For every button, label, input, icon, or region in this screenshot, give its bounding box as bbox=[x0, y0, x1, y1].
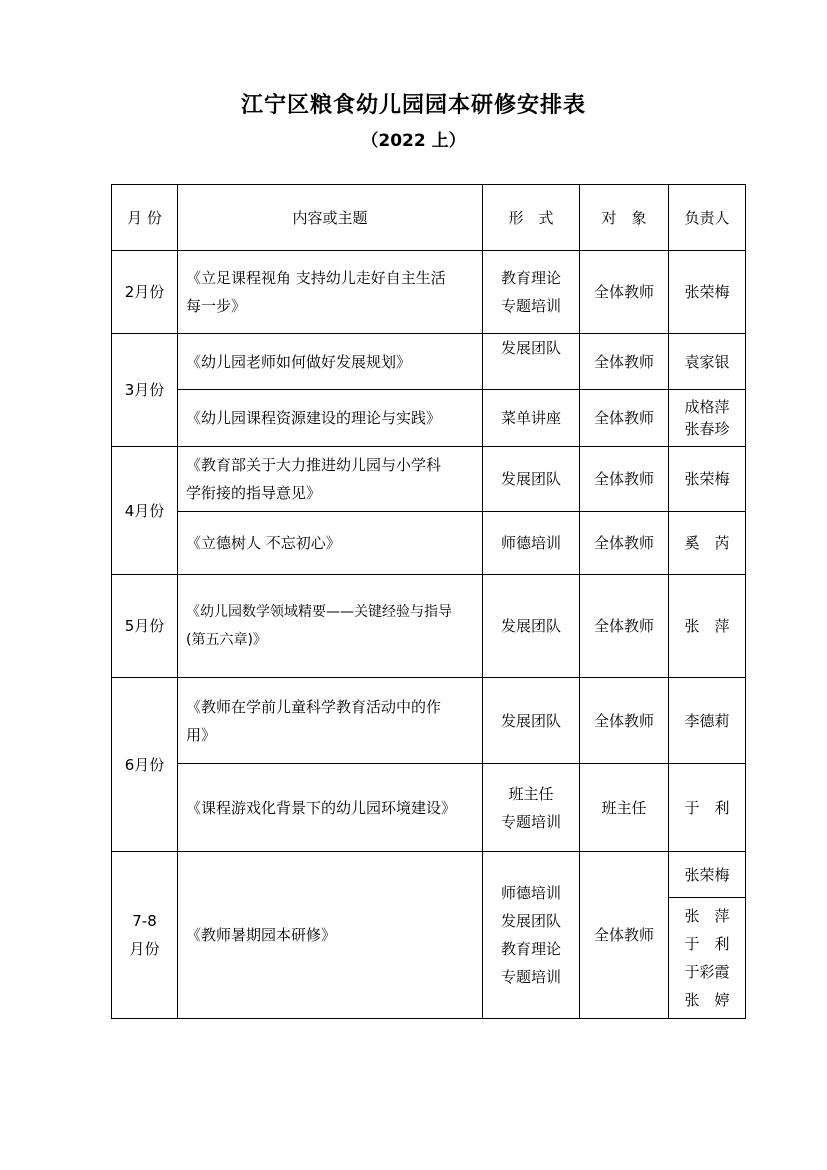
target-jun-b: 班主任 bbox=[601, 798, 647, 817]
owner-mar-b bbox=[669, 390, 745, 446]
header-owner: 负责人 bbox=[684, 208, 730, 227]
owner-mar-a: 袁家银 bbox=[684, 352, 730, 371]
target-mar-b: 全体教师 bbox=[593, 409, 654, 427]
page-title: 江宁区粮食幼儿园园本研修安排表 bbox=[240, 93, 586, 118]
month-may: 5月份 bbox=[124, 617, 165, 635]
form-line: 班主任 bbox=[508, 784, 554, 803]
content-line: 《立足课程视角 支持幼儿走好自主生活 bbox=[186, 269, 446, 287]
content-line: 用》 bbox=[186, 725, 217, 744]
form-line: 教育理论 bbox=[500, 269, 561, 287]
content-line: 《幼儿园数学领域精要——关键经验与指导 bbox=[186, 604, 452, 620]
form-apr-b: 师德培训 bbox=[500, 534, 561, 552]
form-may: 发展团队 bbox=[500, 617, 561, 635]
form-feb bbox=[483, 251, 579, 333]
header-target: 对 象 bbox=[601, 208, 647, 227]
owner-may: 张 萍 bbox=[684, 617, 730, 635]
content-jul-aug: 《教师暑期园本研修》 bbox=[186, 926, 337, 944]
content-line: 每一步》 bbox=[186, 297, 247, 315]
form-jun-b bbox=[483, 764, 579, 851]
form-line: 发展团队 bbox=[500, 912, 561, 930]
owner-line: 于 利 bbox=[684, 935, 730, 953]
content-jun-b: 《课程游戏化背景下的幼儿园环境建设》 bbox=[186, 798, 457, 817]
content-feb bbox=[178, 251, 482, 333]
content-may bbox=[178, 575, 482, 677]
owner-jun-a: 李德莉 bbox=[684, 711, 730, 730]
month-mar: 3月份 bbox=[124, 381, 165, 399]
content-line: (第五六章)》 bbox=[186, 632, 267, 648]
content-line: 《教师在学前儿童科学教育活动中的作 bbox=[186, 697, 442, 716]
owner-jul-aug-list bbox=[669, 898, 745, 1018]
target-jul-aug: 全体教师 bbox=[593, 926, 654, 944]
header-content: 内容或主题 bbox=[292, 208, 368, 227]
owner-line: 张 萍 bbox=[684, 907, 730, 925]
header-form: 形 式 bbox=[508, 208, 554, 227]
target-apr-a: 全体教师 bbox=[593, 470, 654, 488]
owner-jun-b: 于 利 bbox=[684, 798, 730, 817]
form-line: 专题培训 bbox=[500, 812, 561, 831]
target-may: 全体教师 bbox=[593, 617, 654, 635]
target-feb: 全体教师 bbox=[593, 283, 654, 301]
header-month: 月 份 bbox=[127, 208, 162, 227]
content-apr-a bbox=[178, 447, 482, 511]
content-apr-b: 《立德树人 不忘初心》 bbox=[186, 534, 341, 552]
owner-jul-aug-top: 张荣梅 bbox=[684, 865, 730, 884]
page-subtitle: （2022 上） bbox=[361, 131, 466, 151]
month-line: 7-8 bbox=[132, 912, 157, 930]
owner-line: 成格萍 bbox=[684, 398, 730, 416]
content-mar-a: 《幼儿园老师如何做好发展规划》 bbox=[186, 352, 412, 371]
form-line: 专题培训 bbox=[500, 297, 561, 315]
content-line: 《教育部关于大力推进幼儿园与小学科 bbox=[186, 456, 442, 474]
form-jun-a: 发展团队 bbox=[500, 711, 561, 730]
form-line: 专题培训 bbox=[500, 968, 561, 986]
content-line: 学衔接的指导意见》 bbox=[186, 484, 322, 502]
owner-apr-b: 奚 芮 bbox=[684, 534, 730, 552]
content-jun-a bbox=[178, 678, 482, 763]
month-line: 月份 bbox=[129, 940, 160, 958]
owner-apr-a: 张荣梅 bbox=[684, 470, 730, 488]
form-line: 教育理论 bbox=[500, 940, 561, 958]
content-mar-b: 《幼儿园课程资源建设的理论与实践》 bbox=[186, 409, 442, 427]
owner-feb: 张荣梅 bbox=[684, 283, 730, 301]
target-jun-a: 全体教师 bbox=[593, 711, 654, 730]
month-jun: 6月份 bbox=[124, 755, 165, 774]
target-mar-a: 全体教师 bbox=[593, 352, 654, 371]
owner-line: 张 婷 bbox=[684, 991, 730, 1009]
month-jul-aug bbox=[112, 852, 177, 1018]
owner-line: 于彩霞 bbox=[684, 963, 730, 981]
owner-line: 张春珍 bbox=[684, 420, 730, 438]
target-apr-b: 全体教师 bbox=[593, 534, 654, 552]
form-mar-a: 发展团队 bbox=[500, 339, 561, 357]
form-jul-aug bbox=[483, 852, 579, 1018]
form-mar-b: 菜单讲座 bbox=[500, 409, 561, 427]
form-apr-a: 发展团队 bbox=[500, 470, 561, 488]
form-line: 师德培训 bbox=[500, 884, 561, 902]
month-feb: 2月份 bbox=[124, 283, 165, 301]
month-apr: 4月份 bbox=[124, 501, 165, 520]
